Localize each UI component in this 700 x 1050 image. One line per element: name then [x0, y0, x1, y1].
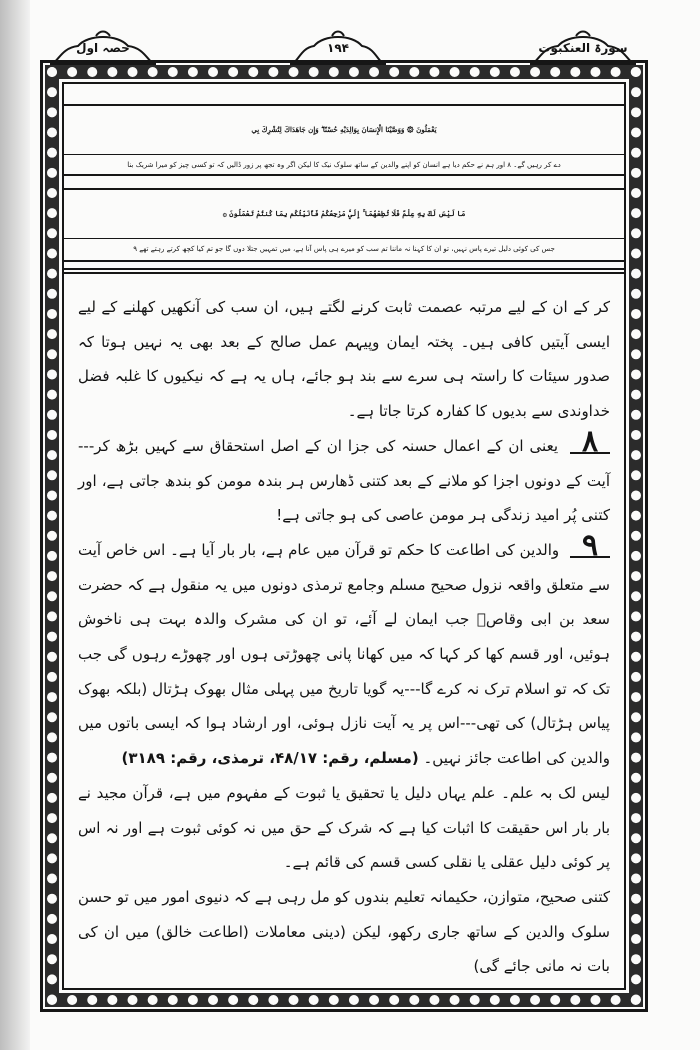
commentary-paragraph-closing: کتنی صحیح، متوازن، حکیمانہ تعلیم بندوں کو مل رہی ہے کہ دنیوی امور میں تو حسن سلوک والدین کے ساتھ جاری رکھو، لیکن (دینی معاملات (اطاعت خالق) میں ان کی بات نہ مانی جائے گی) — [78, 887, 610, 976]
header-left-label: حصہ اول — [76, 41, 130, 55]
page-number: ۱۹۴ — [327, 41, 349, 55]
verse-1-translation: دے کر رہیں گے۔ ۸ اور ہم نے حکم دیا ہے انسان کو اپنے والدین کے ساتھ سلوک نیک کا لیکن اگر وہ تجھ پر زور ڈالیں کہ تو کسی چیز کو میرا شریک بنا — [62, 154, 626, 175]
note-8 — [78, 423, 610, 533]
commentary-paragraph-ilm: لیس لک بہ علم۔ علم یہاں دلیل یا تحقیق یا ثبوت کے مفہوم میں ہے، قرآن مجید نے بار بار اس حقیقت کا اثبات کیا ہے کہ شرک کے حق میں نہ کوئی ثبوت ہے اور نہ اس پر کوئی دلیل عقلی یا نقلی کسی قسم کی قائم ہے۔ — [78, 783, 610, 872]
commentary-paragraph-continuation: کر کے ان کے لیے مرتبہ عصمت ثابت کرنے لگتے ہیں، ان سب کی آنکھیں کھلنے کے لیے ایسی آیتیں کافی ہیں۔ پختہ ایمان وپیہم عمل صالح کے بعد بھی یہ نہیں ہوتا کہ صدور سیئات کا راستہ ہی سرے سے بند ہو جائے، ہاں یہ ہے کہ نیکیوں کا غلبہ فضل خداوندی سے بدیوں کا کفارہ کرتا جاتا ہے۔ — [78, 298, 610, 421]
note-9-reference: (مسلم، رقم: ۴۸/۱۷، ترمذی، رقم: ۳۱۸۹) — [121, 749, 419, 768]
note-9-number: ۹ — [570, 536, 610, 558]
header-right-label: سورۃ العنکبوت — [538, 41, 628, 55]
commentary-section — [78, 290, 610, 984]
note-9 — [78, 527, 610, 776]
verse-1-arabic: يَعْمَلُونَ ۞ وَوَصَّيْنَا الْإِنسَانَ بِوَالِدَيْهِ حُسْنًا ۖ وَإِن جَاهَدَاكَ لِتُشْرِكَ بِي — [251, 125, 437, 134]
commentary-divider — [62, 268, 626, 274]
verse-2-arabic: مَا لَيْسَ لَكَ بِهِ عِلْمٌ فَلَا تُطِعْهُمَا ۚ إِلَيَّ مَرْجِعُكُمْ فَأُنَبِّئُكُم بِمَا كُنتُمْ تَعْمَلُونَ ۞ — [222, 209, 466, 218]
note-8-number: ۸ — [570, 432, 610, 454]
note-8-text: یعنی ان کے اعمال حسنہ کی جزا ان کے اصل استحقاق سے کہیں بڑھ کر---آیت کے دونوں اجزا کو ملانے کے بعد کتنی ڈھارس ہر بندہ مومن کو بندھ جاتی ہے، اور کتنی پُر امید زندگی ہر مومن عاصی کی ہو جاتی ہے! — [78, 436, 610, 525]
note-9-text: والدین کی اطاعت کا حکم تو قرآن میں عام ہے، بار بار آیا ہے۔ اس خاص آیت سے متعلق واقعہ نزول صحیح مسلم وجامع ترمذی دونوں میں یہ منقول ہے کہ حضرت سعد بن ابی وقاصؓ جب ایمان لے آئے، تو ان کی مشرک والدہ بہت ہی ناخوش ہوئیں، اور قسم کھا کر کہا کہ میں کھانا پانی چھوڑتی ہوں اور چھوڑے رہوں گی جب تک کہ تو اسلام ترک نہ کرے گا---یہ گویا تاریخ میں پہلی مثال بھوک ہڑتال (بلکہ بھوک پیاس ہڑتال) کی تھی---اس پر یہ آیت نازل ہوئی، اور ارشاد ہوا کہ ایسی باتوں میں والدین کی اطاعت جائز نہیں۔ — [78, 540, 610, 768]
verse-block-2 — [62, 188, 626, 262]
verse-2-translation: جس کی کوئی دلیل تیرے پاس نہیں، تو ان کا کہنا نہ ماننا تم سب کو میرے ہی پاس آنا ہے، میں تمہیں جتلا دوں گا جو تم کیا کچھ کرتے رہتے تھے ۹ — [62, 238, 626, 259]
verse-block-1 — [62, 104, 626, 176]
page-edge-shadow — [0, 0, 30, 1050]
